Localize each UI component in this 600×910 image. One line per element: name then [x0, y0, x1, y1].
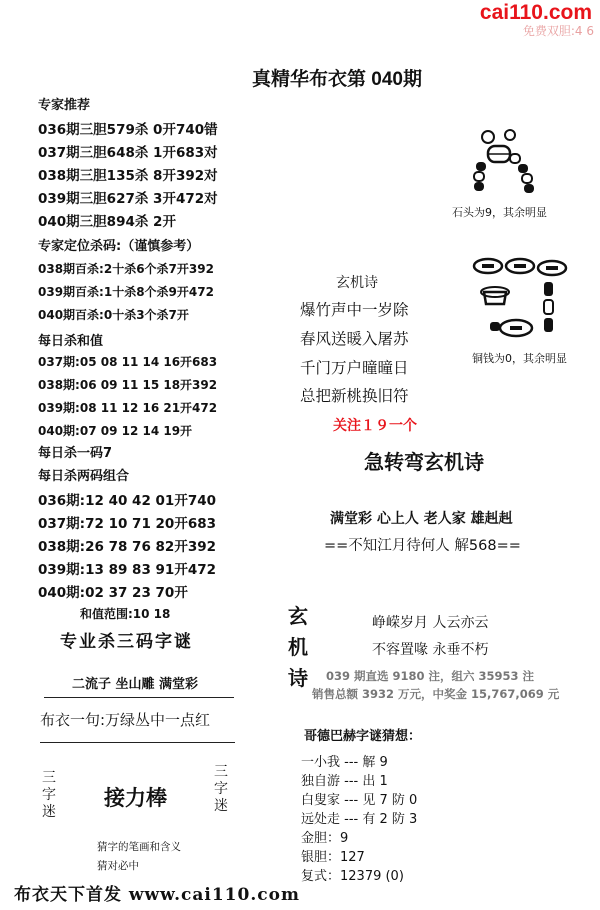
poem-heading: 玄机诗	[336, 275, 378, 291]
daily-two-heading: 每日杀两码组合	[38, 469, 130, 484]
expert-row: 037期三胆648杀 1开683对	[38, 145, 218, 161]
expert-row: 040期三胆894杀 2开	[38, 214, 176, 230]
goldbach-row: 远处走 --- 有 2 防 3	[301, 812, 418, 827]
poem-line: 总把新桃换旧符	[300, 387, 409, 405]
poem-line: 千门万户曈曈日	[300, 359, 409, 377]
turn-title: 急转弯玄机诗	[364, 450, 484, 474]
goldbach-row: 一小我 --- 解 9	[301, 755, 388, 770]
position-kill-row: 038期百杀:2十杀6个杀7开392	[38, 262, 214, 276]
poem-line: 春风送暖入屠苏	[300, 330, 409, 348]
footer-text: 布衣天下首发 www.cai110.com	[14, 885, 300, 905]
xuan-char: 机	[288, 635, 308, 659]
position-kill-row: 040期百杀:0十杀3个杀7开	[38, 308, 189, 322]
guess-note: 猜对必中	[97, 860, 139, 872]
coin-figure-icon	[470, 256, 570, 348]
stone-caption: 石头为9，其余明显	[452, 206, 547, 219]
stone-figure-icon	[462, 124, 558, 204]
expert-heading: 专家推荐	[38, 98, 91, 113]
daily-sum-row: 039期:08 11 12 16 21开472	[38, 401, 218, 415]
riddle-line: 二流子 坐山雕 满堂彩	[72, 677, 199, 692]
site-logo	[462, 0, 600, 40]
goldbach-row: 复式：12379 (0)	[301, 869, 404, 884]
riddle-title: 专业杀三码字谜	[60, 632, 193, 652]
turn-line: ==不知江月待何人 解568==	[324, 538, 521, 554]
xuan-char: 诗	[288, 666, 308, 690]
coin-caption: 铜钱为0，其余明显	[472, 352, 567, 365]
xuan-line: 峥嵘岁月 人云亦云	[372, 615, 489, 631]
relay-left: 三字迷	[42, 770, 56, 820]
daily-two-row: 037期:72 10 71 20开683	[38, 516, 217, 532]
daily-two-row: 036期:12 40 42 01开740	[38, 493, 217, 509]
daily-two-row: 040期:02 37 23 70开	[38, 585, 188, 601]
divider	[40, 742, 235, 743]
xuan-line: 不容置喙 永垂不朽	[372, 642, 489, 658]
goldbach-row: 白叟家 --- 见 7 防 0	[301, 793, 418, 808]
relay-title: 接力棒	[104, 786, 167, 810]
sum-range: 和值范围:10 18	[80, 607, 171, 621]
divider	[44, 697, 234, 698]
logo-domain: cai110.com	[479, 1, 592, 24]
expert-row: 036期三胆579杀 0开740错	[38, 122, 218, 138]
sales-line: 039 期直选 9180 注，组六 35953 注	[326, 669, 535, 683]
daily-sum-row: 037期:05 08 11 14 16开683	[38, 355, 218, 369]
sales-line: 销售总额 3932 万元，中奖金 15,767,069 元	[312, 687, 560, 701]
goldbach-row: 独自游 --- 出 1	[301, 774, 388, 789]
poem-line: 爆竹声中一岁除	[300, 301, 409, 319]
daily-sum-heading: 每日杀和值	[38, 334, 104, 349]
daily-sum-row: 040期:07 09 12 14 19开	[38, 424, 193, 438]
goldbach-heading: 哥德巴赫字谜猜想：	[304, 729, 422, 744]
buyi-line: 布衣一句:万绿丛中一点红	[40, 711, 211, 729]
page-title: 真精华布衣第 040期	[252, 69, 422, 90]
goldbach-row: 金胆：9	[301, 831, 349, 846]
logo-subtitle: 免费双胆:4 6	[522, 24, 594, 38]
daily-sum-row: 038期:06 09 11 15 18开392	[38, 378, 218, 392]
relay-right: 三字迷	[214, 764, 228, 814]
guess-note: 猜字的笔画和含义	[97, 841, 181, 853]
expert-row: 039期三胆627杀 3开472对	[38, 191, 218, 207]
expert-row: 038期三胆135杀 8开392对	[38, 168, 218, 184]
position-kill-heading: 专家定位杀码:（谨慎参考）	[38, 239, 200, 254]
xuan-char: 玄	[288, 604, 308, 628]
xuan-vertical	[286, 601, 310, 694]
goldbach-row: 银胆：127	[301, 850, 365, 865]
turn-line: 满堂彩 心上人 老人家 雄赳赳	[330, 511, 513, 527]
daily-two-row: 038期:26 78 76 82开392	[38, 539, 217, 555]
daily-one-kill: 每日杀一码7	[38, 446, 113, 461]
focus-note: 关注１９一个	[333, 418, 417, 434]
position-kill-row: 039期百杀:1十杀8个杀9开472	[38, 285, 214, 299]
daily-two-row: 039期:13 89 83 91开472	[38, 562, 217, 578]
